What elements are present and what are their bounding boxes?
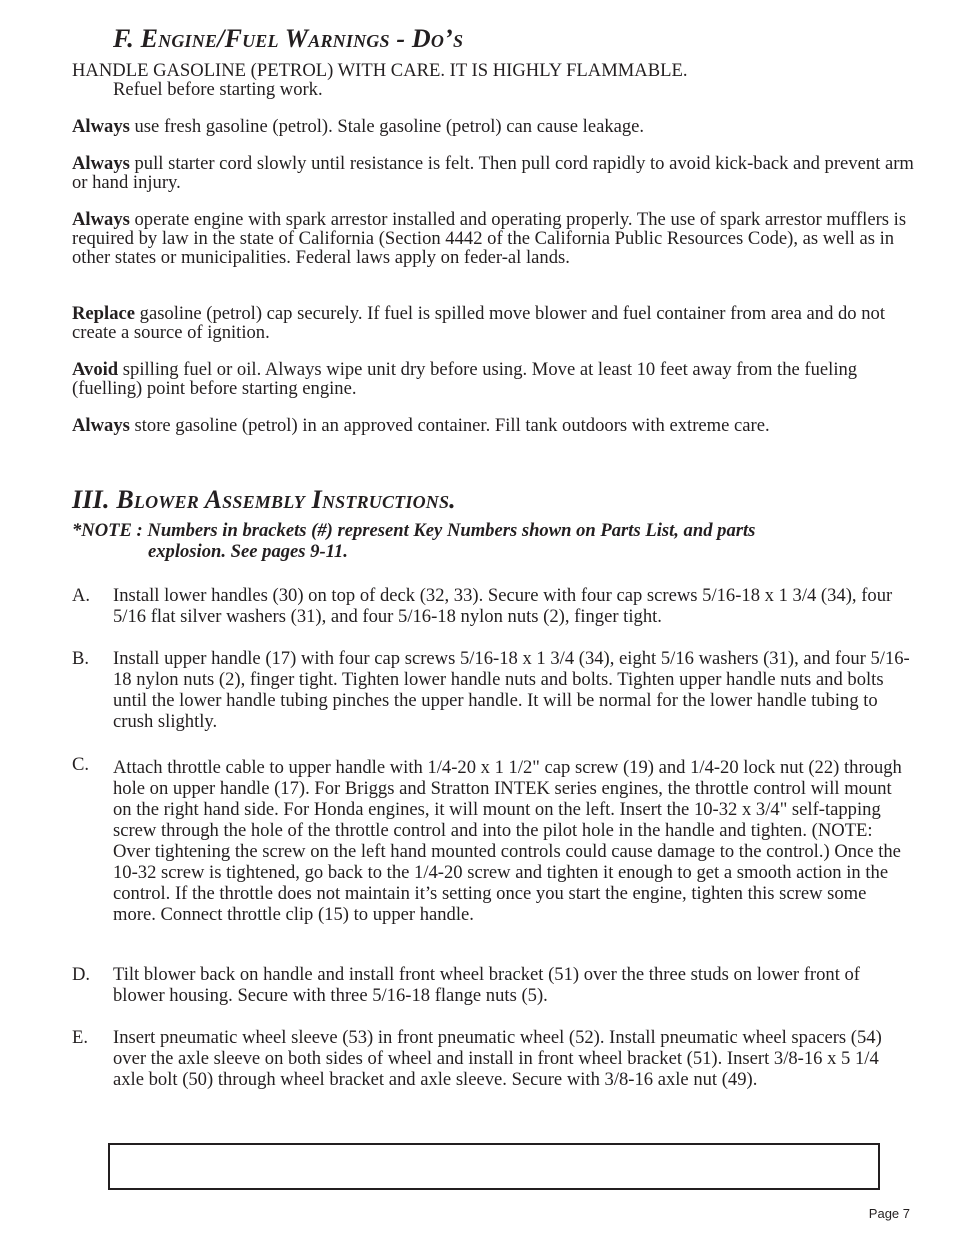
step-letter: D. (72, 964, 91, 985)
warning-item (72, 154, 914, 192)
section-f-title: F. Engine/Fuel Warnings - Do’s (113, 24, 464, 53)
step-letter: A. (72, 585, 91, 606)
warning-lead: Always (72, 153, 130, 174)
step-letter: E. (72, 1027, 89, 1048)
blank-notice-box (108, 1143, 880, 1190)
warning-lead: Always (72, 209, 130, 230)
parts-note (72, 520, 912, 562)
step-letter: B. (72, 648, 90, 669)
section-iii-title: III. Blower Assembly Instructions. (72, 485, 456, 514)
step-text: Attach throttle cable to upper handle with 1/4-20 x 1 1/2" cap screw (19) and 1/4-20 lock nut (22) through hole on upper handle (17). For Briggs and Stratton INTEK series engines, the throttle control will mount on the right hand side. For Honda engines, it will mount on the left. Insert the 10-32 x 3/4" self-tapping screw through the hole of the throttle control and into the pilot hole in the handle and tighten. (NOTE: Over tightening the screw on the left hand mounted controls could cause damage to the control.) Once the 10-32 screw is tightened, go back to the 1/4-20 screw and tighten it enough to get a smooth action in the control. If the throttle does not maintain it’s setting once you start the engine, tighten this screw some more. Connect throttle clip (15) to upper handle. (113, 757, 902, 925)
warning-text: gasoline (petrol) cap securely. If fuel is spilled move blower and fuel container from area and do not create a source of ignition. (72, 303, 886, 343)
warning-item (72, 304, 914, 342)
warning-item (72, 416, 914, 435)
handle-warning-line2: Refuel before starting work. (113, 79, 323, 100)
parts-note-line1: *NOTE : Numbers in brackets (#) represent Key Numbers shown on Parts List, and parts (72, 520, 756, 541)
warning-item (72, 210, 914, 267)
warning-text: use fresh gasoline (petrol). Stale gasoline (petrol) can cause leakage. (129, 116, 645, 137)
step-text: Install lower handles (30) on top of deck (32, 33). Secure with four cap screws 5/16-18 x 1 3/4 (34), four 5/16 flat silver washers (31), and four 5/16-18 nylon nuts (2), finger tight. (113, 585, 893, 627)
step-text: Tilt blower back on handle and install front wheel bracket (51) over the three studs on lower front of blower housing. Secure with three 5/16-18 flange nuts (5). (113, 964, 860, 1006)
warning-text: store gasoline (petrol) in an approved container. Fill tank outdoors with extreme care. (129, 415, 770, 436)
page-number: Page 7 (868, 1206, 910, 1221)
parts-note-line2: explosion. See pages 9-11. (148, 541, 348, 562)
warning-item (72, 360, 914, 398)
step-text: Install upper handle (17) with four cap screws 5/16-18 x 1 3/4 (34), eight 5/16 washers (31), and four 5/16-18 nylon nuts (2), finger tight. Tighten lower handle nuts and bolts. Tighten upper handle nuts and bolts until the lower handle tubing pinches the upper handle. It will be normal for the lower handle tubing to crush slightly. (113, 648, 910, 732)
warning-text: operate engine with spark arrestor installed and operating properly. The use of spark arrestor mufflers is required by law in the state of California (Section 4442 of the California Public Resources Code), as well as in other states or municipalities. Federal laws apply on feder-al lands. (72, 209, 907, 268)
warning-lead: Always (72, 415, 130, 436)
handle-warning-line1: HANDLE GASOLINE (PETROL) WITH CARE. IT IS HIGHLY FLAMMABLE. (72, 60, 688, 81)
step-text: Insert pneumatic wheel sleeve (53) in front pneumatic wheel (52). Install pneumatic wheel spacers (54) over the axle sleeve on both sides of wheel and install in front wheel bracket (51). Insert 3/8-16 x 5 1/4 axle bolt (50) through wheel bracket and axle sleeve. Secure with 3/8-16 axle nut (49). (113, 1027, 882, 1090)
warning-text: pull starter cord slowly until resistance is felt. Then pull cord rapidly to avoid kick-back and prevent arm or hand injury. (72, 153, 914, 193)
warning-lead: Replace (72, 303, 135, 324)
handle-warning (72, 61, 914, 99)
warning-lead: Always (72, 116, 130, 137)
step-letter: C. (72, 754, 90, 775)
warning-item (72, 117, 914, 136)
warning-lead: Avoid (72, 359, 119, 380)
warning-text: spilling fuel or oil. Always wipe unit dry before using. Move at least 10 feet away from the fueling (fuelling) point before starting engine. (72, 359, 858, 399)
